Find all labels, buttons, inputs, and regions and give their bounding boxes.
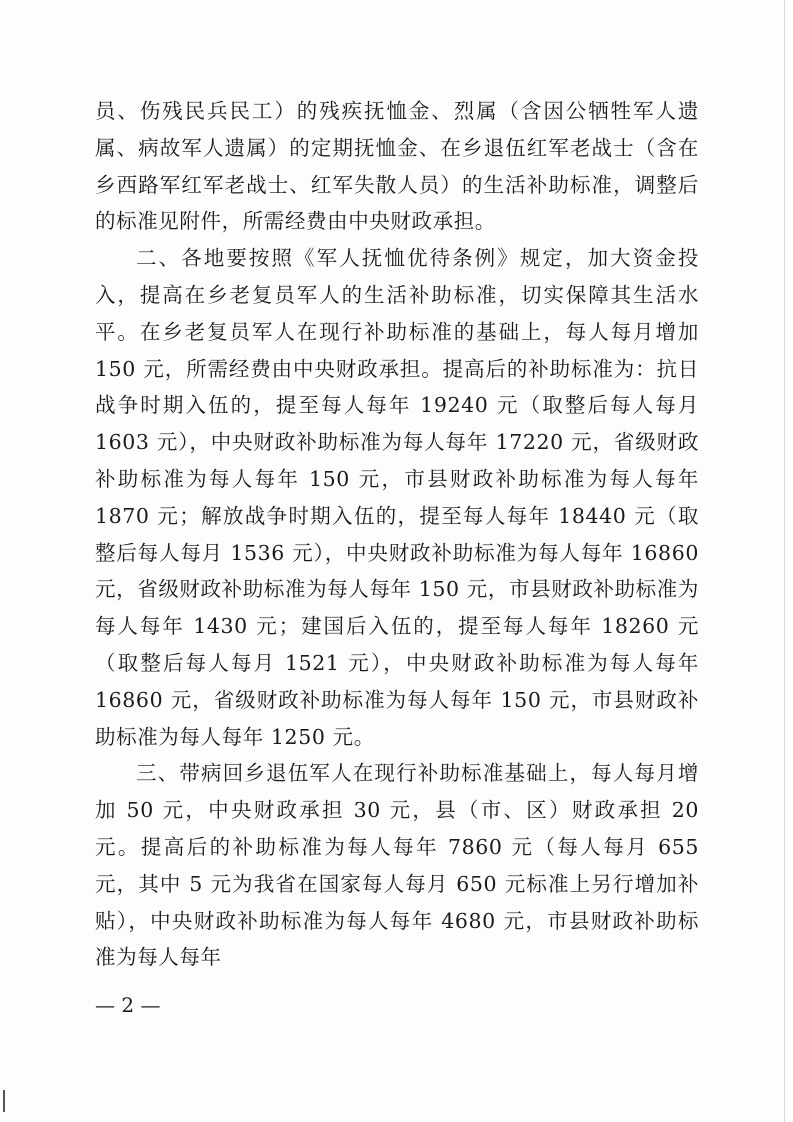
document-body [95,93,699,976]
page-number: — 2 — [95,993,161,1017]
paragraph-section-2: 二、各地要按照《军人抚恤优待条例》规定，加大资金投入，提高在乡老复员军人的生活补助标准，切实保障其生活水平。在乡老复员军人在现行补助标准的基础上，每人每月增加 150 元，所需经费由中央财政承担。提高后的补助标准为：抗日战争时期入伍的，提至每人每年 19240 元（取整后每人每月 1603 元），中央财政补助标准为每人每年 17220 元，省级财政补助标准为每人每年 150 元，市县财政补助标准为每人每年 1870 元；解放战争时期入伍的，提至每人每年 18440 元（取整后每人每月 1536 元），中央财政补助标准为每人每年 16860 元，省级财政补助标准为每人每年 150 元，市县财政补助标准为每人每年 1430 元；建国后入伍的，提至每人每年 18260 元（取整后每人每月 1521 元），中央财政补助标准为每人每年 16860 元，省级财政补助标准为每人每年 150 元，市县财政补助标准为每人每年 1250 元。 [95,246,699,749]
paragraph-section-3: 三、带病回乡退伍军人在现行补助标准基础上，每人每月增加 50 元，中央财政承担 30 元，县（市、区）财政承担 20 元。提高后的补助标准为每人每年 7860 元（每人每月 655 元，其中 5 元为我省在国家每人每月 650 元标准上另行增加补贴），中央财政补助标准为每人每年 4680 元，市县财政补助标准为每人每年 [95,761,699,970]
scan-mark [3,1090,5,1112]
paragraph-continuation: 员、伤残民兵民工）的残疾抚恤金、烈属（含因公牺牲军人遗属、病故军人遗属）的定期抚恤金、在乡退伍红军老战士（含在乡西路军红军老战士、红军失散人员）的生活补助标准，调整后的标准见附件，所需经费由中央财政承担。 [95,99,699,234]
scan-edge [784,0,785,1122]
